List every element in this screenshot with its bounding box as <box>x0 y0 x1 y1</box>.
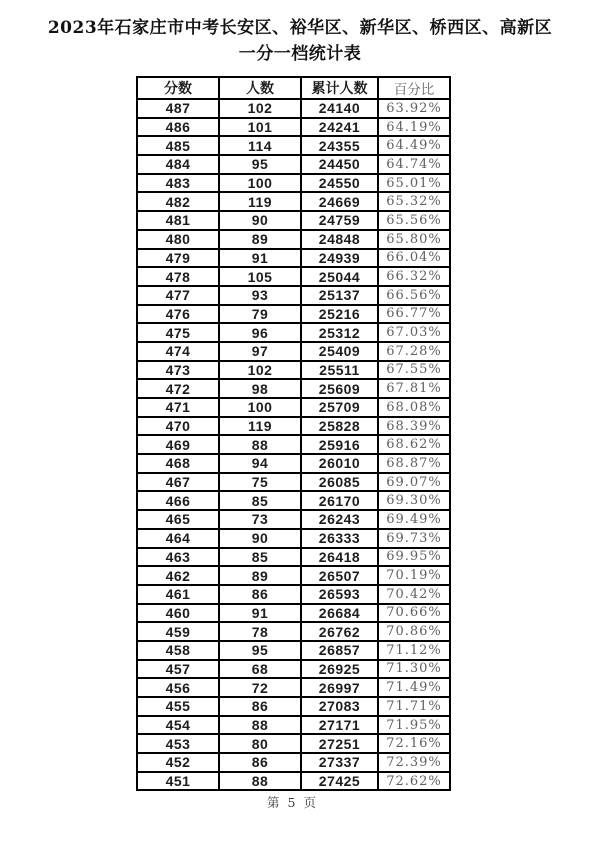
cell-count: 78 <box>219 622 301 641</box>
cell-cumulative: 27083 <box>301 697 378 716</box>
table-row <box>137 323 450 342</box>
cell-percentage: 65.80% <box>378 230 450 249</box>
cell-score: 451 <box>137 772 219 791</box>
table-row <box>137 510 450 529</box>
cell-score: 477 <box>137 286 219 305</box>
table-row <box>137 211 450 230</box>
cell-cumulative: 25216 <box>301 305 378 324</box>
cell-count: 86 <box>219 585 301 604</box>
table-row <box>137 230 450 249</box>
cell-count: 88 <box>219 716 301 735</box>
table-row <box>137 435 450 454</box>
cell-count: 102 <box>219 361 301 380</box>
cell-count: 91 <box>219 249 301 268</box>
cell-count: 85 <box>219 491 301 510</box>
cell-score: 480 <box>137 230 219 249</box>
cell-cumulative: 24669 <box>301 192 378 211</box>
cell-cumulative: 26418 <box>301 548 378 567</box>
cell-count: 86 <box>219 753 301 772</box>
cell-score: 475 <box>137 323 219 342</box>
table-row <box>137 473 450 492</box>
cell-cumulative: 24939 <box>301 249 378 268</box>
cell-score: 481 <box>137 211 219 230</box>
cell-percentage: 67.81% <box>378 379 450 398</box>
cell-score: 454 <box>137 716 219 735</box>
col-header-cumulative: 累计人数 <box>301 77 378 99</box>
cell-cumulative: 26684 <box>301 604 378 623</box>
cell-percentage: 64.74% <box>378 155 450 174</box>
title-line-1: 2023年石家庄市中考长安区、裕华区、新华区、桥西区、高新区 <box>47 18 553 38</box>
cell-cumulative: 26243 <box>301 510 378 529</box>
cell-cumulative: 26593 <box>301 585 378 604</box>
cell-score: 487 <box>137 99 219 118</box>
score-table <box>136 76 451 791</box>
cell-score: 479 <box>137 249 219 268</box>
table-row <box>137 491 450 510</box>
table-row <box>137 379 450 398</box>
table-row <box>137 99 450 118</box>
cell-cumulative: 27251 <box>301 734 378 753</box>
cell-cumulative: 26857 <box>301 641 378 660</box>
cell-cumulative: 24355 <box>301 136 378 155</box>
table-row <box>137 286 450 305</box>
cell-count: 85 <box>219 548 301 567</box>
table-row <box>137 734 450 753</box>
cell-score: 452 <box>137 753 219 772</box>
table-row <box>137 772 450 791</box>
cell-cumulative: 25044 <box>301 267 378 286</box>
table-row <box>137 585 450 604</box>
cell-count: 95 <box>219 155 301 174</box>
cell-score: 478 <box>137 267 219 286</box>
cell-score: 483 <box>137 174 219 193</box>
cell-percentage: 66.32% <box>378 267 450 286</box>
cell-score: 476 <box>137 305 219 324</box>
cell-cumulative: 24140 <box>301 99 378 118</box>
cell-count: 68 <box>219 660 301 679</box>
cell-cumulative: 27171 <box>301 716 378 735</box>
cell-cumulative: 26997 <box>301 678 378 697</box>
table-row <box>137 660 450 679</box>
cell-percentage: 67.03% <box>378 323 450 342</box>
col-header-percentage: 百分比 <box>378 77 450 99</box>
cell-count: 98 <box>219 379 301 398</box>
cell-score: 453 <box>137 734 219 753</box>
cell-score: 470 <box>137 417 219 436</box>
cell-count: 88 <box>219 772 301 791</box>
cell-count: 91 <box>219 604 301 623</box>
cell-score: 462 <box>137 566 219 585</box>
cell-cumulative: 26170 <box>301 491 378 510</box>
cell-percentage: 65.32% <box>378 192 450 211</box>
cell-percentage: 71.95% <box>378 716 450 735</box>
table-row <box>137 155 450 174</box>
cell-percentage: 71.30% <box>378 660 450 679</box>
cell-score: 485 <box>137 136 219 155</box>
cell-percentage: 64.19% <box>378 118 450 137</box>
cell-percentage: 66.56% <box>378 286 450 305</box>
col-header-score: 分数 <box>137 77 219 99</box>
table-row <box>137 398 450 417</box>
cell-score: 482 <box>137 192 219 211</box>
table-row <box>137 753 450 772</box>
cell-percentage: 65.01% <box>378 174 450 193</box>
cell-cumulative: 26762 <box>301 622 378 641</box>
cell-count: 86 <box>219 697 301 716</box>
table-row <box>137 136 450 155</box>
cell-percentage: 71.12% <box>378 641 450 660</box>
table-row <box>137 454 450 473</box>
cell-cumulative: 25409 <box>301 342 378 361</box>
cell-percentage: 70.42% <box>378 585 450 604</box>
cell-cumulative: 27337 <box>301 753 378 772</box>
cell-percentage: 69.07% <box>378 473 450 492</box>
cell-percentage: 72.39% <box>378 753 450 772</box>
cell-score: 468 <box>137 454 219 473</box>
cell-score: 456 <box>137 678 219 697</box>
cell-score: 474 <box>137 342 219 361</box>
cell-percentage: 63.92% <box>378 99 450 118</box>
cell-cumulative: 24550 <box>301 174 378 193</box>
col-header-count: 人数 <box>219 77 301 99</box>
table-row <box>137 249 450 268</box>
cell-count: 72 <box>219 678 301 697</box>
table-row <box>137 678 450 697</box>
page-title <box>0 15 600 67</box>
cell-count: 96 <box>219 323 301 342</box>
cell-cumulative: 26925 <box>301 660 378 679</box>
cell-cumulative: 26507 <box>301 566 378 585</box>
cell-cumulative: 25312 <box>301 323 378 342</box>
cell-percentage: 72.62% <box>378 772 450 791</box>
cell-cumulative: 25828 <box>301 417 378 436</box>
cell-count: 105 <box>219 267 301 286</box>
cell-percentage: 68.62% <box>378 435 450 454</box>
cell-count: 90 <box>219 529 301 548</box>
cell-score: 486 <box>137 118 219 137</box>
table-row <box>137 417 450 436</box>
table-body <box>137 99 450 790</box>
cell-percentage: 71.49% <box>378 678 450 697</box>
cell-cumulative: 24241 <box>301 118 378 137</box>
cell-cumulative: 25609 <box>301 379 378 398</box>
cell-score: 465 <box>137 510 219 529</box>
cell-percentage: 71.71% <box>378 697 450 716</box>
table-row <box>137 566 450 585</box>
cell-score: 469 <box>137 435 219 454</box>
cell-score: 461 <box>137 585 219 604</box>
page-number: 第 5 页 <box>267 795 318 810</box>
cell-score: 484 <box>137 155 219 174</box>
cell-cumulative: 26333 <box>301 529 378 548</box>
cell-score: 459 <box>137 622 219 641</box>
cell-cumulative: 24848 <box>301 230 378 249</box>
cell-percentage: 69.73% <box>378 529 450 548</box>
cell-cumulative: 24759 <box>301 211 378 230</box>
cell-score: 464 <box>137 529 219 548</box>
cell-count: 102 <box>219 99 301 118</box>
table-row <box>137 604 450 623</box>
cell-score: 473 <box>137 361 219 380</box>
cell-score: 463 <box>137 548 219 567</box>
cell-percentage: 69.30% <box>378 491 450 510</box>
cell-score: 458 <box>137 641 219 660</box>
cell-cumulative: 25511 <box>301 361 378 380</box>
cell-percentage: 72.16% <box>378 734 450 753</box>
cell-count: 80 <box>219 734 301 753</box>
cell-percentage: 66.77% <box>378 305 450 324</box>
cell-percentage: 70.66% <box>378 604 450 623</box>
title-line-2: 一分一档统计表 <box>238 44 362 64</box>
table-row <box>137 305 450 324</box>
cell-cumulative: 25137 <box>301 286 378 305</box>
cell-count: 89 <box>219 566 301 585</box>
cell-count: 93 <box>219 286 301 305</box>
cell-score: 471 <box>137 398 219 417</box>
cell-count: 97 <box>219 342 301 361</box>
table-row <box>137 342 450 361</box>
table-row <box>137 697 450 716</box>
cell-score: 472 <box>137 379 219 398</box>
cell-percentage: 64.49% <box>378 136 450 155</box>
table-row <box>137 361 450 380</box>
cell-count: 79 <box>219 305 301 324</box>
cell-percentage: 68.39% <box>378 417 450 436</box>
cell-percentage: 69.95% <box>378 548 450 567</box>
cell-count: 119 <box>219 192 301 211</box>
cell-count: 114 <box>219 136 301 155</box>
cell-score: 466 <box>137 491 219 510</box>
table-row <box>137 267 450 286</box>
cell-cumulative: 24450 <box>301 155 378 174</box>
table-row <box>137 716 450 735</box>
cell-count: 90 <box>219 211 301 230</box>
table-row <box>137 548 450 567</box>
cell-cumulative: 27425 <box>301 772 378 791</box>
cell-percentage: 68.08% <box>378 398 450 417</box>
cell-count: 73 <box>219 510 301 529</box>
table-header-row <box>137 77 450 99</box>
cell-count: 100 <box>219 174 301 193</box>
cell-count: 95 <box>219 641 301 660</box>
cell-cumulative: 25916 <box>301 435 378 454</box>
cell-percentage: 67.55% <box>378 361 450 380</box>
cell-cumulative: 25709 <box>301 398 378 417</box>
cell-cumulative: 26085 <box>301 473 378 492</box>
cell-percentage: 67.28% <box>378 342 450 361</box>
cell-score: 457 <box>137 660 219 679</box>
cell-count: 101 <box>219 118 301 137</box>
cell-percentage: 68.87% <box>378 454 450 473</box>
cell-percentage: 66.04% <box>378 249 450 268</box>
cell-count: 119 <box>219 417 301 436</box>
cell-percentage: 65.56% <box>378 211 450 230</box>
table-row <box>137 622 450 641</box>
cell-percentage: 70.86% <box>378 622 450 641</box>
cell-score: 460 <box>137 604 219 623</box>
table-row <box>137 192 450 211</box>
cell-count: 89 <box>219 230 301 249</box>
table-row <box>137 118 450 137</box>
cell-percentage: 70.19% <box>378 566 450 585</box>
table-row <box>137 529 450 548</box>
cell-count: 100 <box>219 398 301 417</box>
cell-score: 467 <box>137 473 219 492</box>
table-row <box>137 174 450 193</box>
cell-count: 94 <box>219 454 301 473</box>
table-row <box>137 641 450 660</box>
cell-score: 455 <box>137 697 219 716</box>
cell-percentage: 69.49% <box>378 510 450 529</box>
cell-cumulative: 26010 <box>301 454 378 473</box>
cell-count: 88 <box>219 435 301 454</box>
cell-count: 75 <box>219 473 301 492</box>
